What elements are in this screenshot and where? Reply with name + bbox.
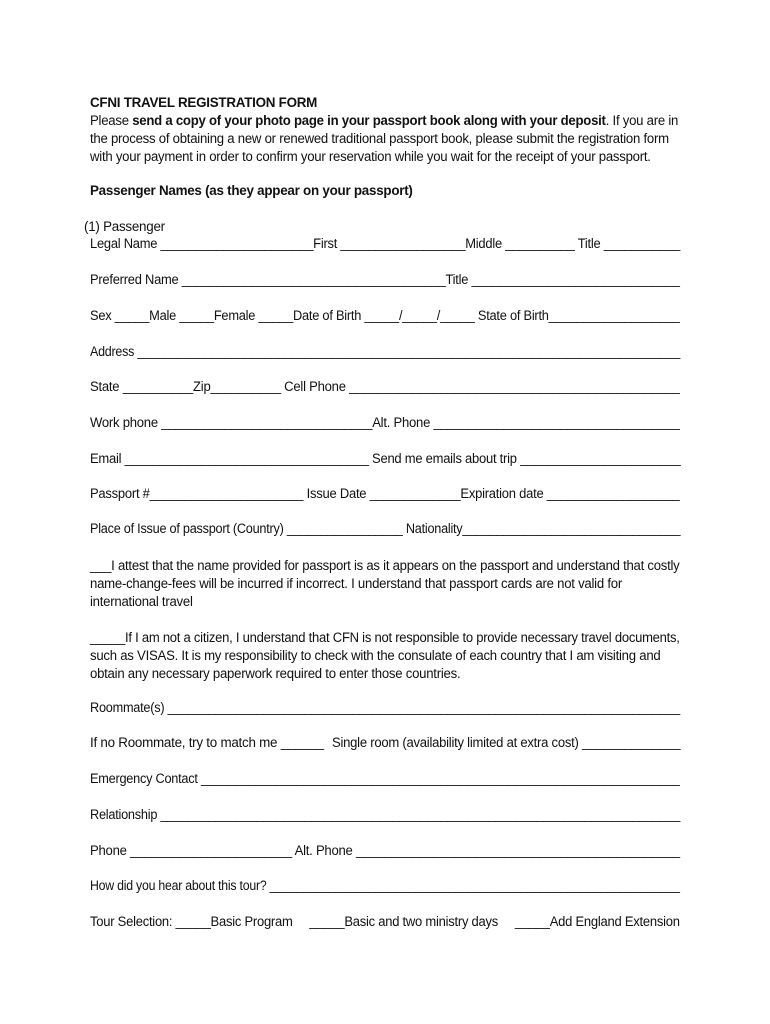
form-title: CFNI TRAVEL REGISTRATION FORM xyxy=(90,95,318,110)
attest-paragraph xyxy=(90,557,690,611)
attest-line1[interactable]: ___I attest that the name provided for passport is as it appears on the passport and understand that costly xyxy=(90,558,680,573)
citizen-paragraph xyxy=(90,629,690,683)
intro-line2: the process of obtaining a new or renewed traditional passport book, please submit the registration form xyxy=(90,131,669,146)
intro-bold: send a copy of your photo page in your passport book along with your deposit xyxy=(132,113,606,128)
state-zip-cell-field[interactable]: State __________Zip__________ Cell Phone _______________________________________________ xyxy=(90,379,680,394)
relationship-field[interactable]: Relationship ____________________________________________________________________________ xyxy=(90,807,681,822)
tour-selection-field[interactable]: Tour Selection: _____Basic Program _____Basic and two ministry days _____Add England Extension xyxy=(90,914,680,929)
phone-field[interactable]: Phone _______________________ Alt. Phone ______________________________________________ xyxy=(90,843,680,858)
preferred-name-field[interactable]: Preferred Name ______________________________________Title ______________________________ xyxy=(90,272,680,287)
passenger-label: (1) Passenger xyxy=(84,219,165,234)
section-heading: Passenger Names (as they appear on your passport) xyxy=(90,183,413,198)
address-field[interactable]: Address _________________________________________________________________________________ xyxy=(90,344,681,359)
single-room-field[interactable]: Single room (availability limited at extra cost) ______________ xyxy=(332,735,681,750)
citizen-line3: obtain any necessary paperwork required to enter those countries. xyxy=(90,666,461,681)
intro-post: . If you are in xyxy=(605,113,679,128)
attest-line2: name-change-fees will be incurred if incorrect. I understand that passport cards are not valid for xyxy=(90,576,622,591)
no-roommate-field[interactable]: If no Roommate, try to match me ______ xyxy=(90,735,324,750)
intro-line3: with your payment in order to confirm your reservation while you wait for the receipt of your passport. xyxy=(90,149,651,164)
intro-paragraph xyxy=(90,112,690,166)
legal-name-field[interactable]: Legal Name ______________________First __________________Middle __________ Title ___________ xyxy=(90,236,681,251)
place-of-issue-field[interactable]: Place of Issue of passport (Country) _________________ Nationality________________________________ xyxy=(90,521,681,536)
email-field[interactable]: Email ___________________________________ Send me emails about trip _______________________ xyxy=(90,451,681,466)
citizen-line1[interactable]: _____If I am not a citizen, I understand that CFN is not responsible to provide necessary travel documents, xyxy=(90,630,680,645)
passport-field[interactable]: Passport #______________________ Issue Date _____________Expiration date ___________________ xyxy=(90,486,680,501)
intro-pre: Please xyxy=(90,113,133,128)
how-heard-field[interactable]: How did you hear about this tour? ______________________________________________________________ xyxy=(90,878,680,893)
roommates-field[interactable]: Roommate(s) ___________________________________________________________________________ xyxy=(90,700,680,715)
work-phone-field[interactable]: Work phone ______________________________Alt. Phone ___________________________________ xyxy=(90,415,680,430)
sex-dob-field[interactable]: Sex _____Male _____Female _____Date of Birth _____/_____/_____ State of Birth___________________ xyxy=(90,308,680,323)
emergency-contact-field[interactable]: Emergency Contact ______________________________________________________________________ xyxy=(90,771,680,786)
citizen-line2: such as VISAS. It is my responsibility to check with the consulate of each country that I am visiting and xyxy=(90,648,661,663)
attest-line3: international travel xyxy=(90,594,193,609)
